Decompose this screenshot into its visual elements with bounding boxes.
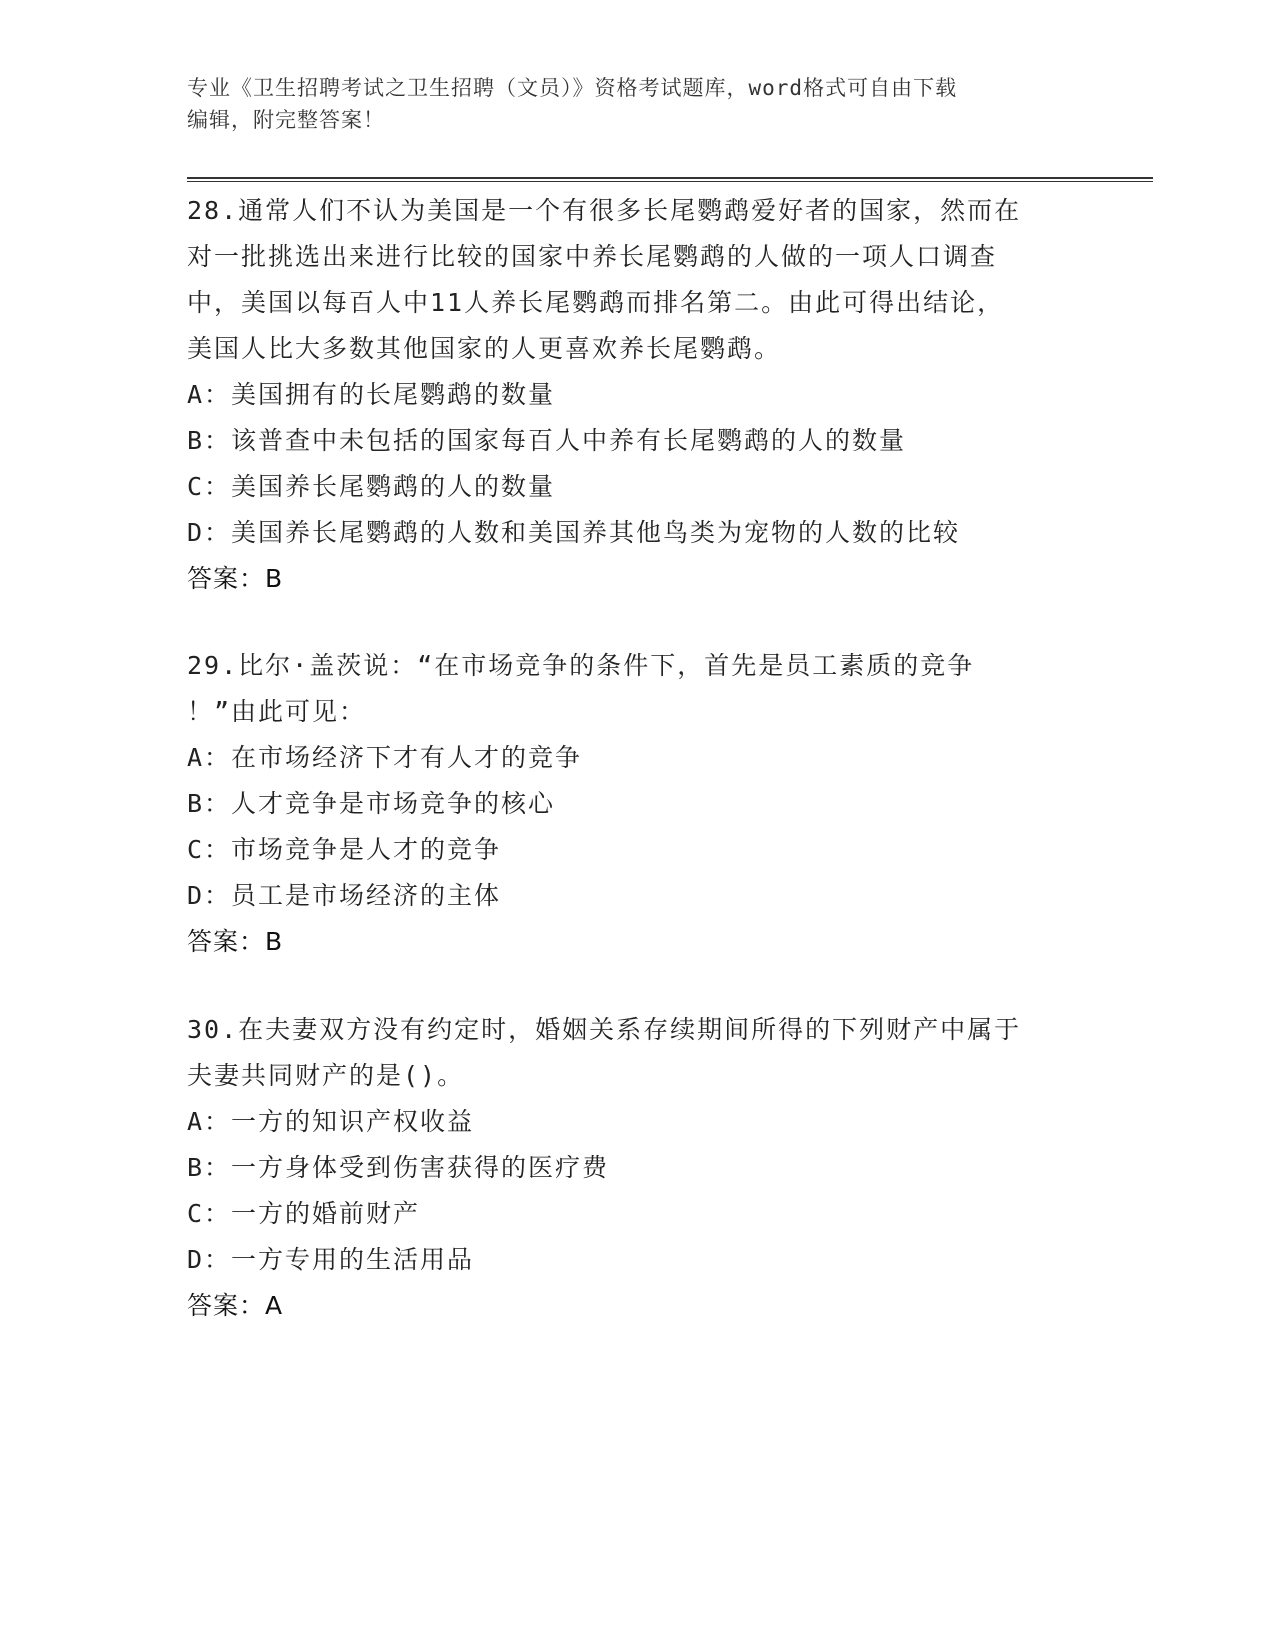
option-b: B：人才竞争是市场竞争的核心	[187, 789, 556, 818]
question-stem-line: 29.比尔·盖茨说：“在市场竞争的条件下，首先是员工素质的竞争	[187, 651, 975, 680]
page-header	[187, 72, 1087, 136]
question-stem-line: 对一批挑选出来进行比较的国家中养长尾鹦鹉的人做的一项人口调查	[187, 242, 998, 271]
answer: 答案：B	[187, 927, 284, 956]
question-30	[187, 1007, 1087, 1329]
header-line-1: 专业《卫生招聘考试之卫生招聘（文员）》资格考试题库，word格式可自由下载	[187, 76, 958, 100]
option-d: D：一方专用的生活用品	[187, 1245, 475, 1274]
question-stem-line: 美国人比大多数其他国家的人更喜欢养长尾鹦鹉。	[187, 334, 782, 363]
option-b: B：一方身体受到伤害获得的医疗费	[187, 1153, 610, 1182]
option-c: C：一方的婚前财产	[187, 1199, 421, 1228]
option-d: D：员工是市场经济的主体	[187, 881, 502, 910]
option-d: D：美国养长尾鹦鹉的人数和美国养其他鸟类为宠物的人数的比较	[187, 518, 961, 547]
header-line-2: 编辑，附完整答案！	[187, 108, 385, 132]
option-a: A：一方的知识产权收益	[187, 1107, 475, 1136]
header-divider	[187, 177, 1153, 182]
question-28	[187, 188, 1087, 602]
question-stem-line: 28.通常人们不认为美国是一个有很多长尾鹦鹉爱好者的国家，然而在	[187, 196, 1022, 225]
question-stem-line: 中，美国以每百人中11人养长尾鹦鹉而排名第二。由此可得出结论，	[187, 288, 1005, 317]
answer: 答案：B	[187, 564, 284, 593]
answer: 答案：A	[187, 1291, 284, 1320]
option-b: B：该普查中未包括的国家每百人中养有长尾鹦鹉的人的数量	[187, 426, 907, 455]
question-29	[187, 643, 1087, 965]
question-stem-line: ！”由此可见：	[187, 697, 367, 726]
option-a: A：美国拥有的长尾鹦鹉的数量	[187, 380, 556, 409]
option-c: C：美国养长尾鹦鹉的人的数量	[187, 472, 556, 501]
question-stem-line: 夫妻共同财产的是()。	[187, 1061, 465, 1090]
option-c: C：市场竞争是人才的竞争	[187, 835, 502, 864]
question-stem-line: 30.在夫妻双方没有约定时，婚姻关系存续期间所得的下列财产中属于	[187, 1015, 1022, 1044]
option-a: A：在市场经济下才有人才的竞争	[187, 743, 583, 772]
